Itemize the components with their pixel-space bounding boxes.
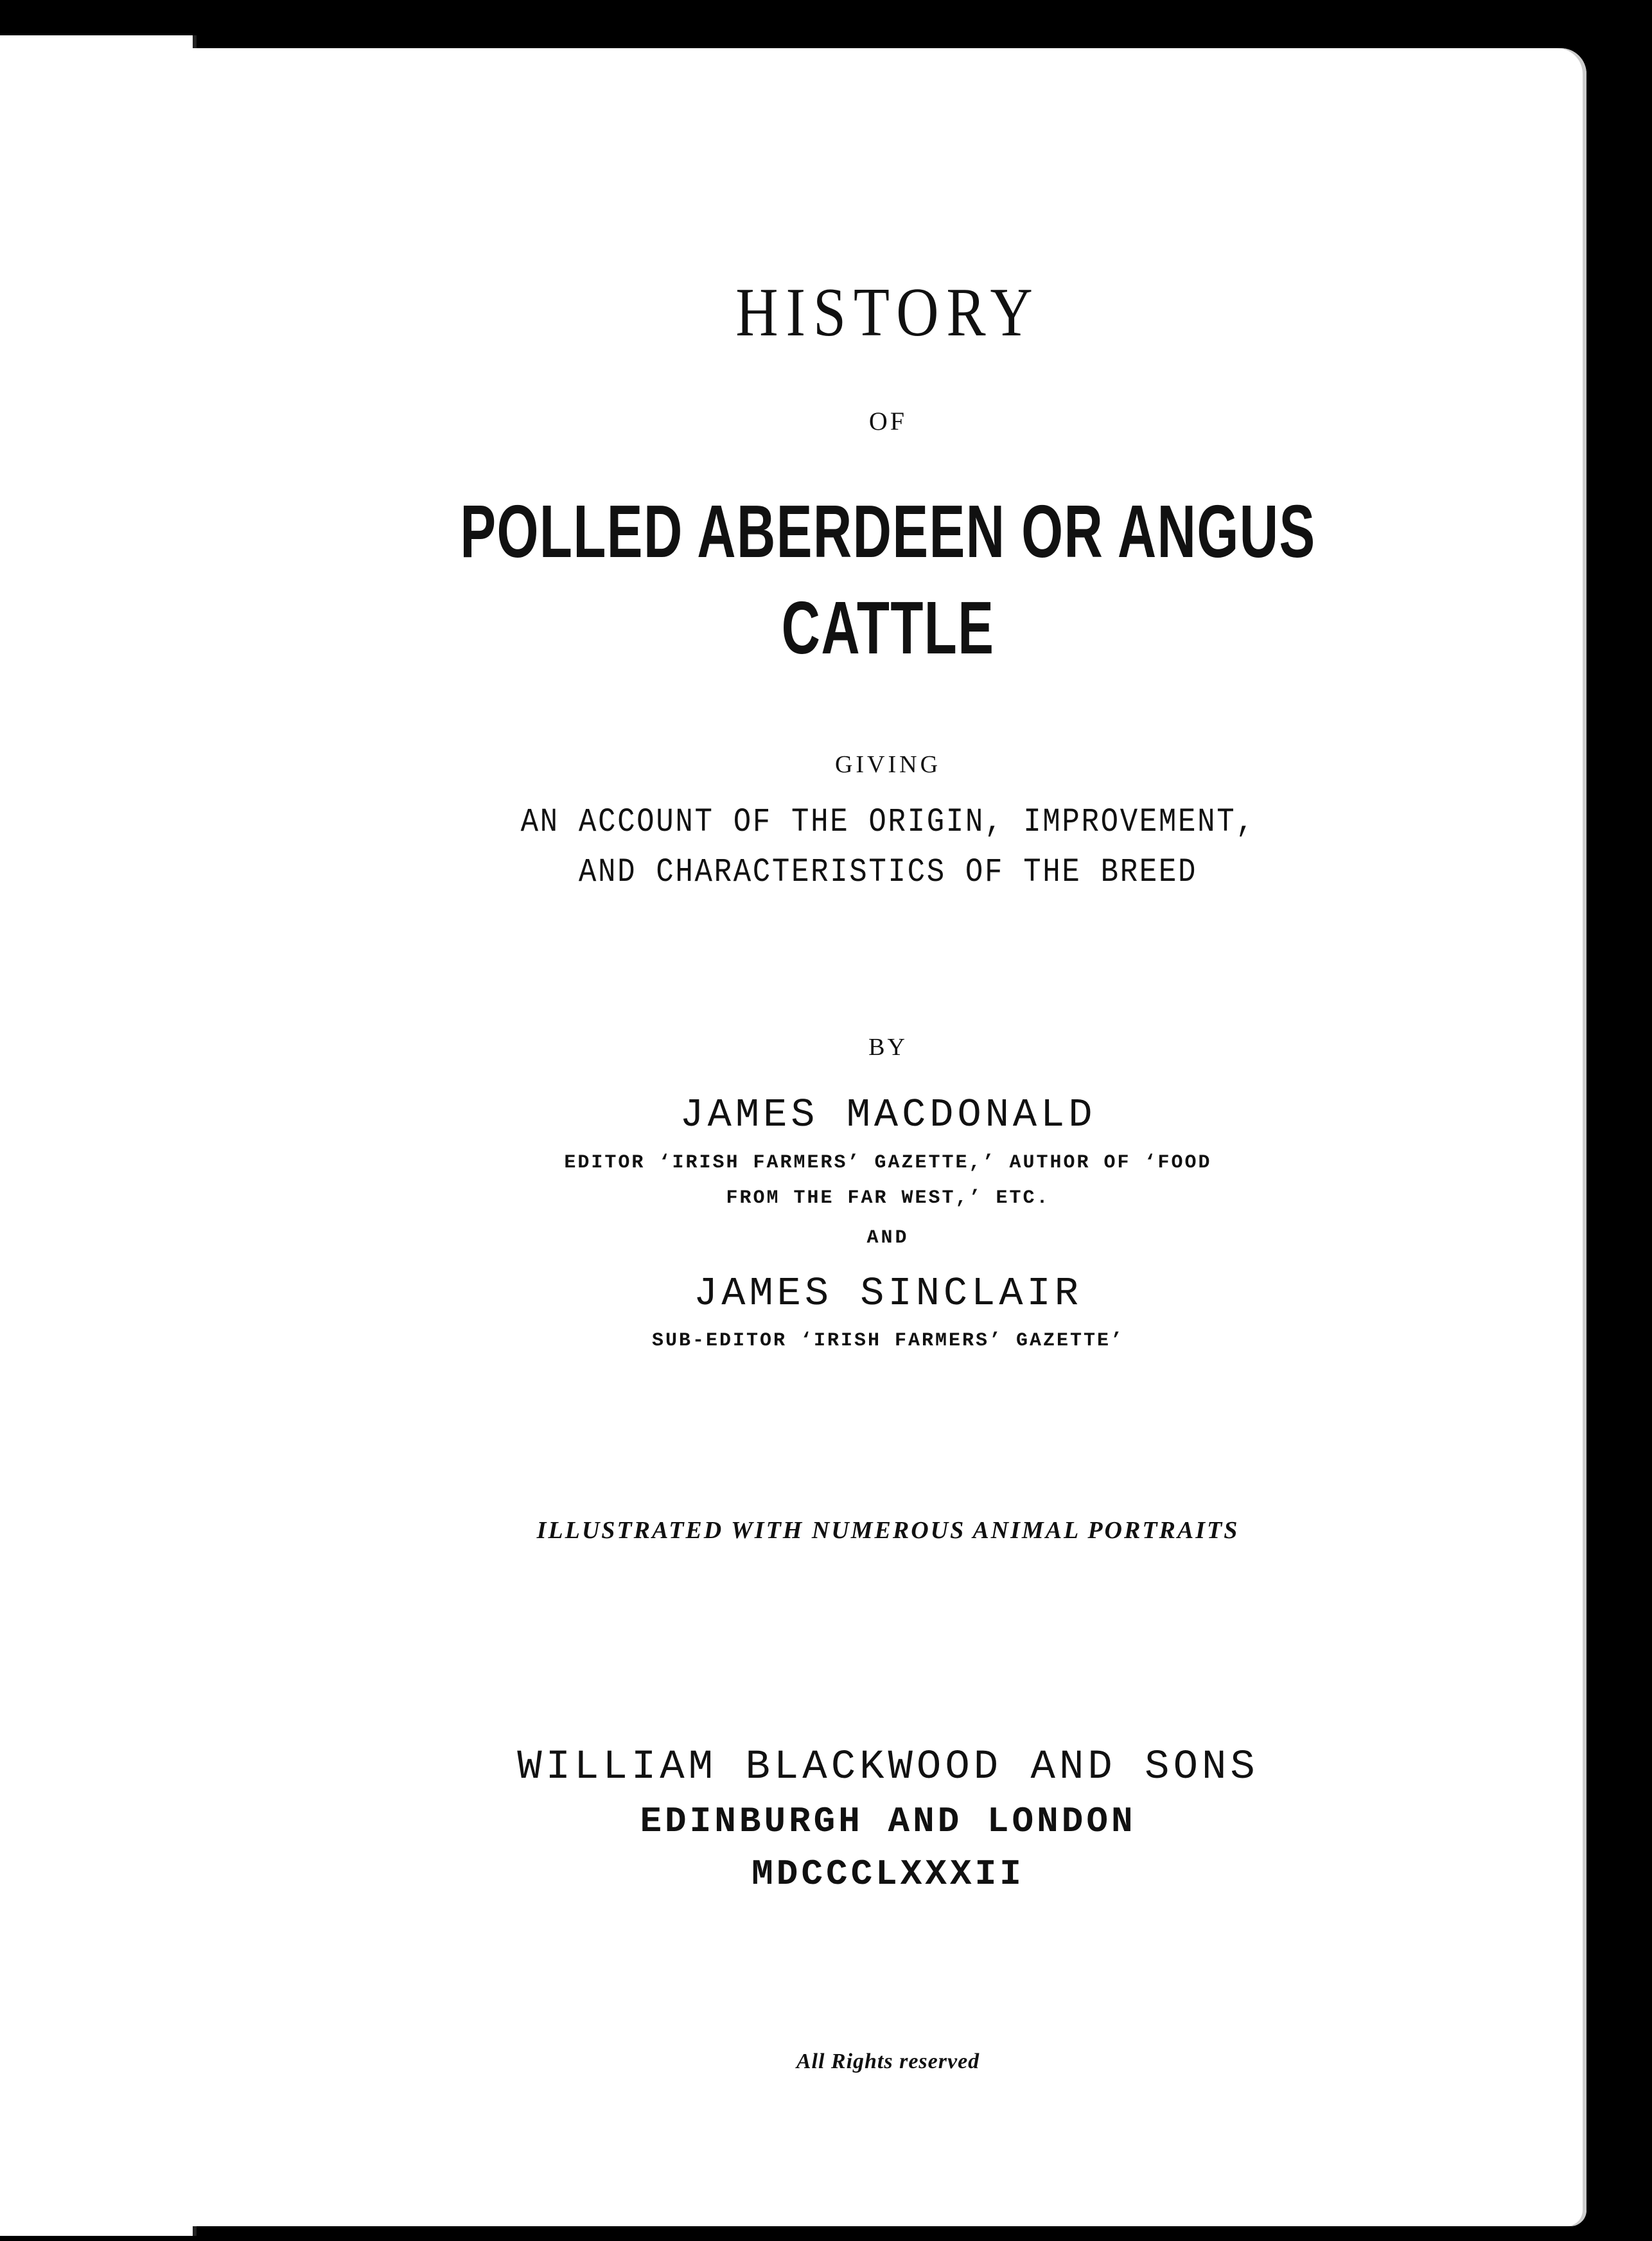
giving-label: GIVING	[834, 751, 942, 778]
author-1-description-line-2: FROM THE FAR WEST,’ ETC.	[726, 1187, 1050, 1209]
author-1-description-line-1: EDITOR ‘IRISH FARMERS’ GAZETTE,’ AUTHOR OF ‘FOOD	[564, 1152, 1212, 1174]
book-title: HISTORY	[735, 274, 1041, 351]
title-of: OF	[868, 407, 908, 436]
facing-page-edge	[0, 35, 197, 2236]
description-line-2: AND CHARACTERISTICS OF THE BREED	[578, 853, 1198, 891]
by-label: BY	[868, 1034, 908, 1061]
and-label: AND	[866, 1227, 909, 1249]
author-2-description: SUB-EDITOR ‘IRISH FARMERS’ GAZETTE’	[651, 1330, 1125, 1352]
publisher-name: WILLIAM BLACKWOOD AND SONS	[517, 1744, 1259, 1791]
book-subject-line-2: CATTLE	[781, 586, 995, 669]
publication-year: MDCCCLXXXII	[751, 1854, 1024, 1895]
author-2-name: JAMES SINCLAIR	[694, 1271, 1082, 1316]
author-1-name: JAMES MACDONALD	[680, 1092, 1096, 1138]
illustration-note: ILLUSTRATED WITH NUMEROUS ANIMAL PORTRAITS	[536, 1517, 1240, 1544]
description-line-1: AN ACCOUNT OF THE ORIGIN, IMPROVEMENT,	[520, 803, 1256, 841]
publisher-place: EDINBURGH AND LONDON	[640, 1801, 1136, 1842]
book-subject-line-1: POLLED ABERDEEN OR ANGUS	[460, 490, 1316, 573]
rights-notice: All Rights reserved	[796, 2050, 980, 2073]
